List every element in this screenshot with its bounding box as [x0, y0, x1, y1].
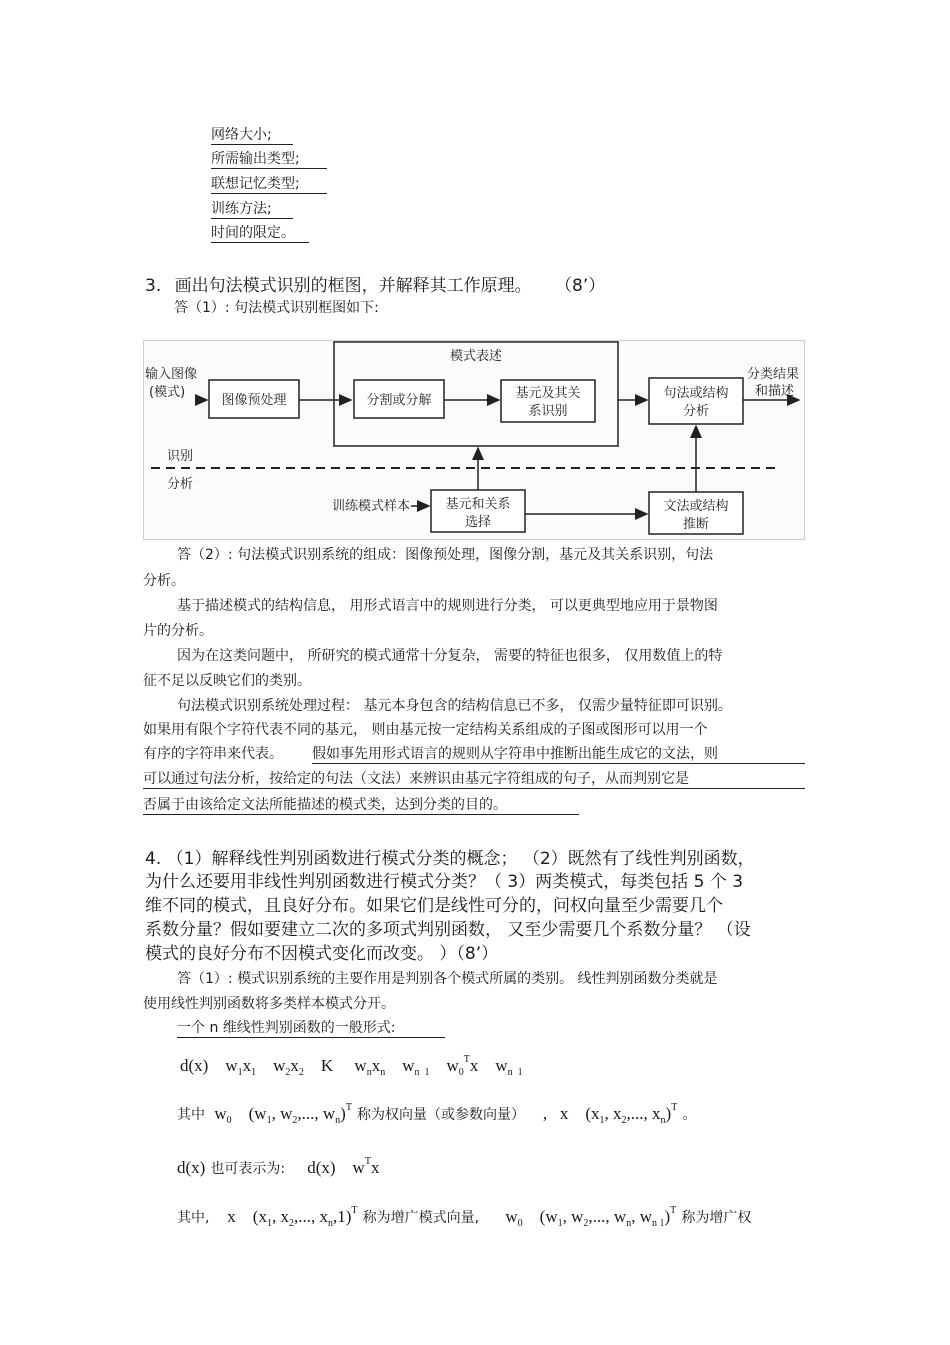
underlined-line: 可以通过句法分析，按给定的句法（文法）来辨识由基元字符组成的句子，从而判别它是: [143, 768, 805, 789]
primitive-label: 系识别: [528, 404, 568, 419]
equation-text: 也可表示为:: [210, 1161, 286, 1177]
list-item: 时间的限定。: [211, 222, 309, 243]
list-item: 联想记忆类型;: [211, 173, 327, 194]
equation-text: 称为增广模式向量,: [362, 1210, 480, 1226]
paragraph-line: 使用线性判别函数将多类样本模式分开。: [143, 996, 395, 1012]
paragraph-line: 分析。: [143, 573, 185, 589]
question-number: 3.: [145, 276, 162, 296]
question-4-line: 模式的良好分布不因模式变化而改变。 ）（8’）: [145, 944, 499, 964]
underlined-line: 否属于由该给定文法所能描述的模式类，达到分类的目的。: [143, 794, 579, 815]
equation-linear-discriminant: d(x) $w_1x_1$ $w_2x_2$ K $w_nx_n$ $w_{n 1}$ $w_0^Tx$ $w_{n 1}$: [180, 1054, 523, 1078]
training-label: 训练模式样本: [332, 499, 411, 514]
paragraph-line: 答（1）: 模式识别系统的主要作用是判别各个模式所属的类别。 线性判别函数分类就是: [177, 971, 718, 987]
syntax-label: 句法或结构: [663, 386, 729, 401]
paragraph-line: 基于描述模式的结构信息， 用形式语言中的规则进行分类， 可以更典型地应用于景物图: [177, 598, 718, 614]
question-text: 画出句法模式识别的框图，并解释其工作原理。: [174, 276, 532, 296]
syntax-label: 分析: [682, 404, 710, 419]
grammar-label: 文法或结构: [663, 499, 729, 514]
recognition-label: 识别: [167, 449, 194, 464]
question-score: （8’）: [555, 276, 606, 296]
underlined-line: 假如事先用形式语言的规则从字符串中推断出能生成它的文法，则: [312, 743, 805, 764]
equation-text: 称为权向量（或参数向量）: [357, 1107, 526, 1123]
paragraph-line: 答（2）: 句法模式识别系统的组成：图像预处理，图像分割，基元及其关系识别，句法: [177, 547, 714, 563]
paragraph-line: 如果用有限个字符代表不同的基元， 则由基元按一定结构关系组成的子图或图形可以用一个: [143, 722, 708, 738]
equation-text: 称为增广权: [681, 1210, 752, 1226]
equation-weight-definition: 其中 $w_0$ ($w_1$, $w_2$,..., $w_n)^T$ 称为权向量（或参数向量） , x ($x_1$, $x_2$,..., $x_n)^T$ 。: [177, 1102, 697, 1126]
syntactic-pattern-recognition-diagram: [143, 340, 805, 540]
question-4-line: 维不同的模式，且良好分布。如果它们是线性可分的，问权向量至少需要几个: [145, 896, 723, 916]
question-3: [145, 271, 605, 296]
preprocess-label: 图像预处理: [221, 393, 287, 408]
paragraph-line: 征不足以反映它们的类别。: [143, 673, 311, 689]
output-label: 和描述: [755, 384, 795, 399]
answer-intro: 答（1）: 句法模式识别框图如下:: [174, 300, 379, 316]
equation-compact-form: d(x) 也可表示为: d(x) $w^Tx$: [177, 1156, 380, 1177]
list-item: 训练方法;: [211, 198, 293, 219]
output-label: 分类结果: [747, 367, 800, 382]
analysis-label: 分析: [167, 477, 194, 492]
paragraph-line: 句法模式识别系统处理过程： 基元本身包含的结构信息已不多， 仅需少量特征即可识别。: [177, 698, 732, 714]
list-item: 网络大小;: [211, 124, 293, 145]
equation-text: 其中,: [177, 1210, 210, 1226]
primitive-label: 基元及其关: [515, 386, 581, 401]
selection-label: 基元和关系: [445, 497, 511, 512]
paragraph-line: 片的分析。: [143, 623, 213, 639]
equation-augmented-vectors: 其中, x ($x_1$, $x_2$,..., $x_n,1)^T$ 称为增广模式向量, $w_0$ ($w_1$, $w_2$,..., $w_n$, $w_{n 1})^T$ 称为增广权: [177, 1205, 752, 1229]
input-label: 输入图像: [145, 367, 198, 382]
input-label: (模式): [149, 385, 186, 400]
grammar-label: 推断: [682, 517, 710, 532]
question-4-line: 系数分量？假如要建立二次的多项式判别函数， 又至少需要几个系数分量？ （设: [145, 920, 751, 940]
group-title: 模式表述: [449, 349, 503, 364]
selection-label: 选择: [464, 515, 492, 530]
underlined-line: 一个 n 维线性判别函数的一般形式:: [177, 1017, 445, 1038]
question-4-line: 4. （1）解释线性判别函数进行模式分类的概念； （2）既然有了线性判别函数，: [145, 849, 755, 869]
question-4-line: 为什么还要用非线性判别函数进行模式分类？（ 3）两类模式，每类包括 5 个 3: [145, 872, 744, 892]
paragraph-line: 因为在这类问题中， 所研究的模式通常十分复杂， 需要的特征也很多， 仅用数值上的特: [177, 648, 723, 664]
list-item: 所需输出类型;: [211, 148, 327, 169]
paragraph-line: 有序的字符串来代表。: [143, 746, 283, 762]
equation-text: 其中: [177, 1107, 205, 1123]
segment-label: 分割或分解: [366, 393, 432, 408]
